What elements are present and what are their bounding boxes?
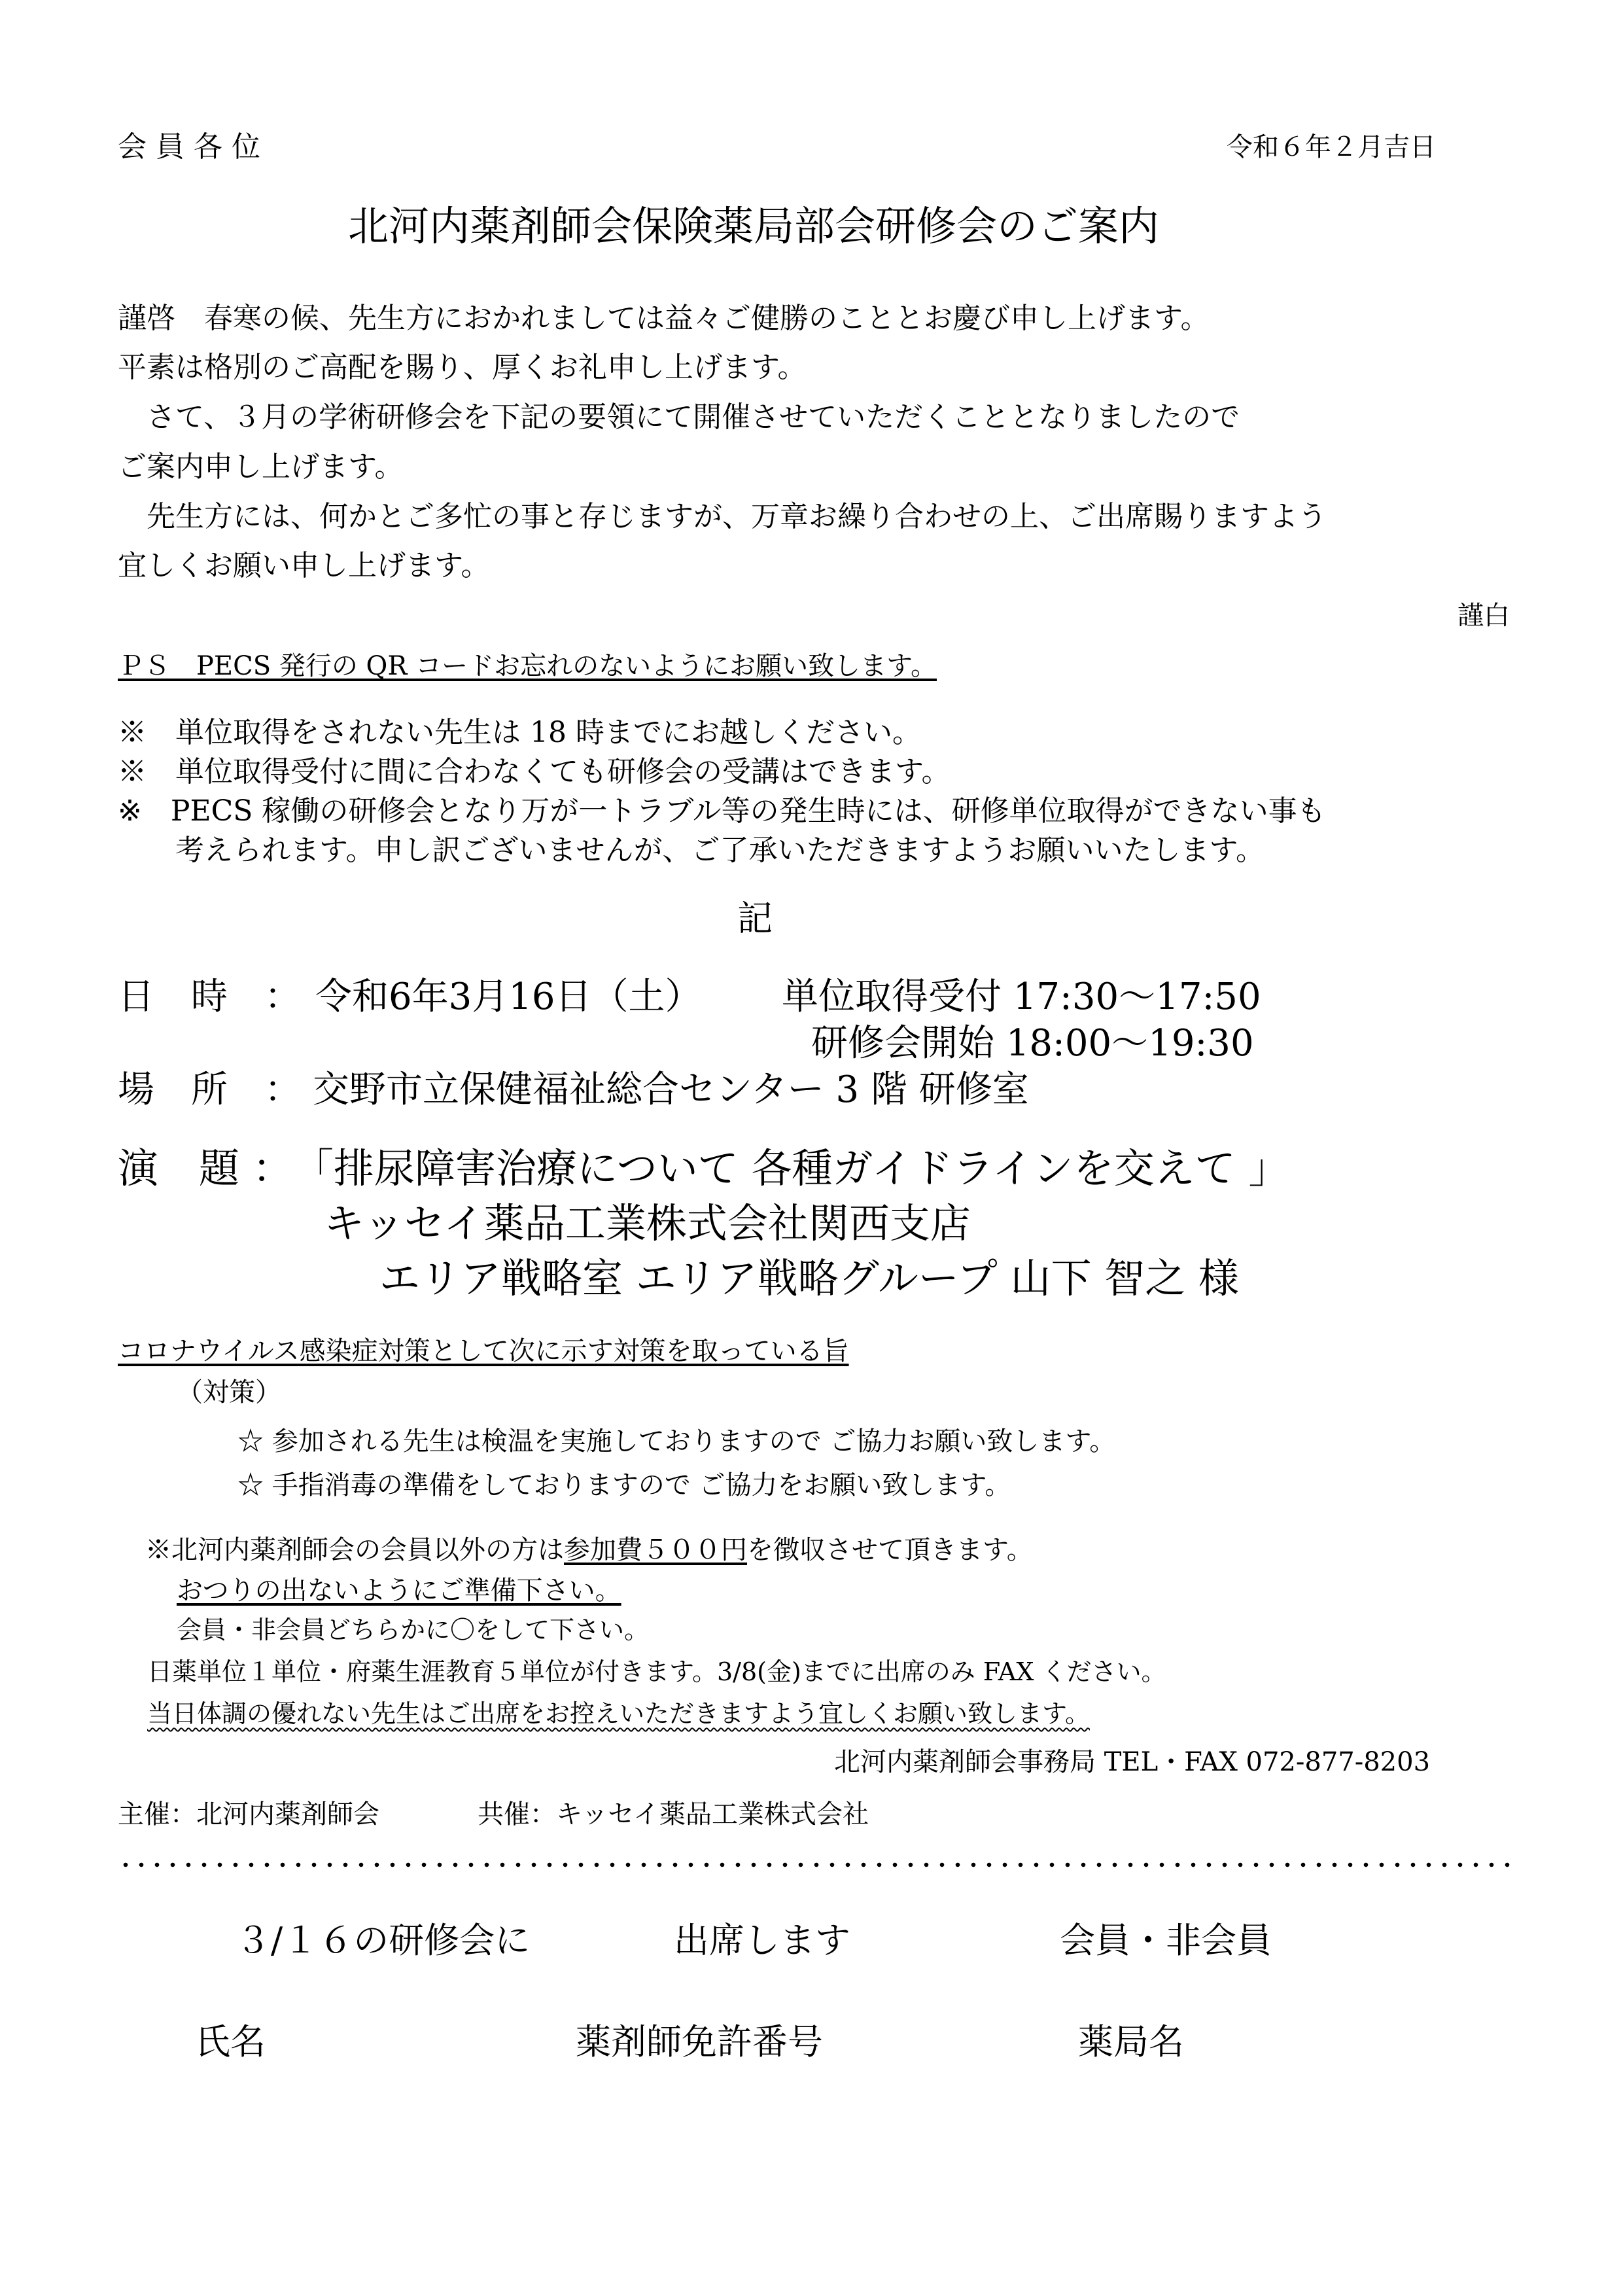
datetime-value: 令和6年3月16日（土） <box>315 976 702 1018</box>
speaker-company: キッセイ薬品工業株式会社関西支店 <box>324 1199 971 1247</box>
fee-suffix: を徴収させて頂きます。 <box>747 1535 1033 1565</box>
letter-line-1: 謹啓 春寒の候、先生方におかれましては益々ご健勝のこととお慶び申し上げます。 <box>118 302 1210 335</box>
speaker-name: エリア戦略室 エリア戦略グループ 山下 智之 様 <box>379 1254 1239 1302</box>
covid-item-2: ☆ 手指消毒の準備をしておりますので ご協力をお願い致します。 <box>237 1470 1011 1500</box>
covid-heading: コロナウイルス感染症対策として次に示す対策を取っている旨 <box>118 1336 849 1366</box>
datetime-label: 日 時 ： <box>118 976 301 1018</box>
covid-sub: （対策） <box>177 1377 281 1407</box>
topic-label: 演 題 ： <box>118 1144 293 1192</box>
note-2: ※ 単位取得受付に間に合わなくても研修会の受講はできます。 <box>118 755 951 788</box>
office-contact: 北河内薬剤師会事務局 TEL・FAX 072-877-8203 <box>834 1747 1431 1777</box>
issue-date: 令和６年２月吉日 <box>1227 132 1436 162</box>
topic-value: 「排尿障害治療について 各種ガイドラインを交えて 」 <box>293 1144 1289 1192</box>
change-note: おつりの出ないようにご準備下さい。 <box>177 1576 621 1606</box>
start-time: 研修会開始 18:00～19:30 <box>811 1022 1254 1065</box>
letter-line-6: 宜しくお願い申し上げます。 <box>118 549 490 582</box>
covid-item-1: ☆ 参加される先生は検温を実施しておりますので ご協力お願い致します。 <box>237 1426 1116 1457</box>
host: 主催：北河内薬剤師会 <box>118 1799 379 1829</box>
letter-line-4: ご案内申し上げます。 <box>118 450 404 484</box>
form-name-label: 氏名 <box>195 2021 266 2062</box>
note-4: 考えられます。申し訳ございませんが、ご了承いただきますようお願いいたします。 <box>118 834 1265 867</box>
credits-note: 日薬単位１単位・府薬生涯教育５単位が付きます。3/8(金)までに出席のみ FAX ください。 <box>147 1657 1166 1686</box>
place-value: 交野市立保健福祉総合センター 3 階 研修室 <box>313 1069 1029 1111</box>
form-license-label: 薬剤師免許番号 <box>576 2021 823 2062</box>
ps-note: ＰＳ PECS 発行の QR コードお忘れのないようにお願い致します。 <box>118 651 937 681</box>
letter-line-5: 先生方には、何かとご多忙の事と存じますが、万章お繰り合わせの上、ご出席賜りますよう <box>118 500 1327 533</box>
form-pharmacy-label: 薬局名 <box>1078 2021 1184 2062</box>
form-attend[interactable]: 出席します <box>674 1920 850 1961</box>
ki-heading: 記 <box>737 898 773 939</box>
letter-closing: 謹白 <box>1457 601 1510 631</box>
recipient: 会 員 各 位 <box>118 130 260 164</box>
letter-line-2: 平素は格別のご高配を賜り、厚くお礼申し上げます。 <box>118 351 807 384</box>
note-3: ※ PECS 稼働の研修会となり万が一トラブル等の発生時には、研修単位取得ができない事も <box>118 794 1326 828</box>
circle-note: 会員・非会員どちらかに〇をして下さい。 <box>177 1616 650 1644</box>
page-title: 北河内薬剤師会保険薬局部会研修会のご案内 <box>348 202 1160 250</box>
cohost: 共催：キッセイ薬品工業株式会社 <box>478 1799 869 1829</box>
note-1: ※ 単位取得をされない先生は 18 時までにお越しください。 <box>118 716 921 749</box>
letter-line-3: さて、３月の学術研修会を下記の要領にて開催させていただくこととなりましたので <box>118 400 1240 434</box>
health-note: 当日体調の優れない先生はご出席をお控えいただきますよう宜しくお願い致します。 <box>147 1699 1090 1728</box>
fee-amount: 参加費５００円 <box>564 1535 747 1565</box>
fee-line <box>145 1535 1033 1565</box>
place-label: 場 所 ： <box>118 1069 301 1111</box>
form-member[interactable]: 会員・非会員 <box>1060 1920 1272 1961</box>
cut-line <box>118 1862 1518 1868</box>
form-session: ３/１６の研修会に <box>236 1920 531 1961</box>
reception-time: 単位取得受付 17:30～17:50 <box>782 976 1261 1018</box>
fee-prefix: ※北河内薬剤師会の会員以外の方は <box>145 1535 564 1565</box>
